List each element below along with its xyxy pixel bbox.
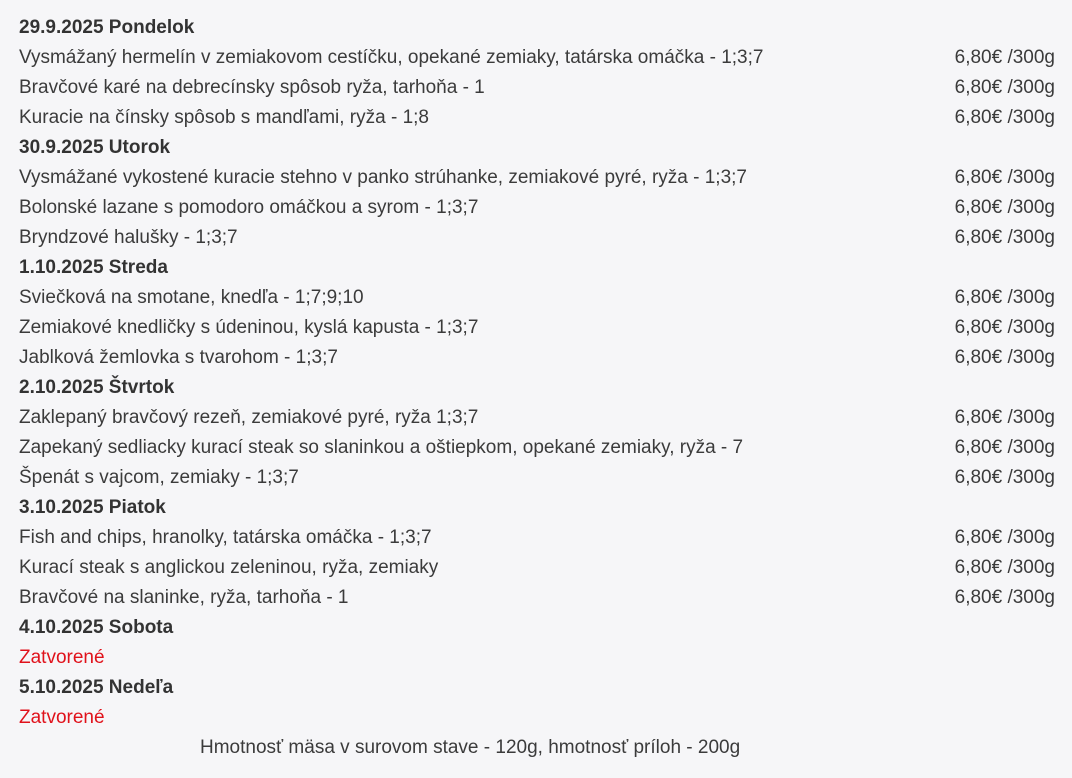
menu-item: [19, 523, 1055, 553]
dish-price: 6,80€ /300g: [954, 527, 1055, 548]
closed-notice: [19, 703, 1055, 733]
dish-name: Bolonské lazane s pomodoro omáčkou a syrom - 1;3;7: [19, 197, 479, 218]
menu-item: [19, 403, 1055, 433]
menu-item: [19, 463, 1055, 493]
dish-name: Kuracie na čínsky spôsob s mandľami, ryža - 1;8: [19, 107, 429, 128]
dish-price: 6,80€ /300g: [954, 77, 1055, 98]
dish-name: Zaklepaný bravčový rezeň, zemiakové pyré, ryža 1;3;7: [19, 407, 479, 428]
day-header: [19, 673, 1055, 703]
dish-price: 6,80€ /300g: [954, 107, 1055, 128]
dish-price: 6,80€ /300g: [954, 437, 1055, 458]
day-header: [19, 613, 1055, 643]
dish-price: 6,80€ /300g: [954, 197, 1055, 218]
dish-name: Zapekaný sedliacky kurací steak so slaninkou a oštiepkom, opekané zemiaky, ryža - 7: [19, 437, 744, 458]
menu-item: [19, 553, 1055, 583]
closed-label: Zatvorené: [19, 707, 105, 728]
dish-name: Vysmážané vykostené kuracie stehno v panko strúhanke, zemiakové pyré, ryža - 1;3;7: [19, 167, 747, 188]
dish-price: 6,80€ /300g: [954, 317, 1055, 338]
menu-item: [19, 73, 1055, 103]
dish-price: 6,80€ /300g: [954, 227, 1055, 248]
menu-item: [19, 283, 1055, 313]
menu-item: [19, 193, 1055, 223]
menu-item: [19, 343, 1055, 373]
dish-name: Špenát s vajcom, zemiaky - 1;3;7: [19, 467, 299, 488]
day-title: 29.9.2025 Pondelok: [19, 17, 195, 38]
menu-item: [19, 313, 1055, 343]
menu-item: [19, 223, 1055, 253]
dish-price: 6,80€ /300g: [954, 347, 1055, 368]
day-title: 2.10.2025 Štvrtok: [19, 377, 175, 398]
dish-name: Fish and chips, hranolky, tatárska omáčka - 1;3;7: [19, 527, 432, 548]
dish-name: Vysmážaný hermelín v zemiakovom cestíčku, opekané zemiaky, tatárska omáčka - 1;3;7: [19, 47, 764, 68]
day-title: 4.10.2025 Sobota: [19, 617, 174, 638]
day-title: 1.10.2025 Streda: [19, 257, 168, 278]
day-title: 3.10.2025 Piatok: [19, 497, 166, 518]
dish-price: 6,80€ /300g: [954, 587, 1055, 608]
dish-name: Bravčové karé na debrecínsky spôsob ryža, tarhoňa - 1: [19, 77, 485, 98]
day-title: 5.10.2025 Nedeľa: [19, 677, 174, 698]
closed-notice: [19, 643, 1055, 673]
dish-price: 6,80€ /300g: [954, 467, 1055, 488]
dish-name: Kurací steak s anglickou zeleninou, ryža, zemiaky: [19, 557, 439, 578]
menu-item: [19, 433, 1055, 463]
dish-name: Bravčové na slaninke, ryža, tarhoňa - 1: [19, 587, 349, 608]
day-header: [19, 493, 1055, 523]
dish-name: Bryndzové halušky - 1;3;7: [19, 227, 238, 248]
menu-item: [19, 583, 1055, 613]
menu-item: [19, 163, 1055, 193]
day-header: [19, 13, 1055, 43]
day-title: 30.9.2025 Utorok: [19, 137, 171, 158]
weight-footnote: Hmotnosť mäsa v surovom stave - 120g, hmotnosť príloh - 200g: [200, 737, 741, 758]
dish-price: 6,80€ /300g: [954, 287, 1055, 308]
dish-price: 6,80€ /300g: [954, 47, 1055, 68]
dish-price: 6,80€ /300g: [954, 407, 1055, 428]
closed-label: Zatvorené: [19, 647, 105, 668]
menu-item: [19, 43, 1055, 73]
weekly-menu: [19, 13, 1055, 733]
day-header: [19, 253, 1055, 283]
menu-item: [19, 103, 1055, 133]
dish-name: Sviečková na smotane, knedľa - 1;7;9;10: [19, 287, 364, 308]
day-header: [19, 373, 1055, 403]
dish-name: Jablková žemlovka s tvarohom - 1;3;7: [19, 347, 338, 368]
dish-price: 6,80€ /300g: [954, 557, 1055, 578]
dish-name: Zemiakové knedličky s údeninou, kyslá kapusta - 1;3;7: [19, 317, 479, 338]
day-header: [19, 133, 1055, 163]
dish-price: 6,80€ /300g: [954, 167, 1055, 188]
